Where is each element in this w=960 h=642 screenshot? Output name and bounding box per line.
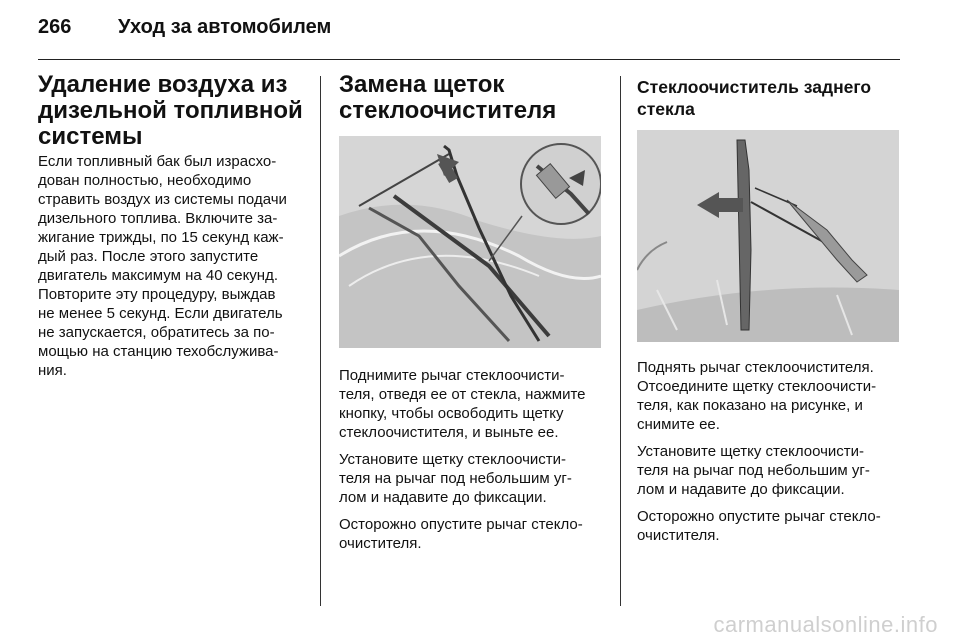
- paragraph-remove-blade: Поднимите рычаг стеклоочисти- теля, отведя ее от стекла, нажмите кнопку, чтобы освободить щетку стеклоочистителя, и выньте ее.: [339, 367, 586, 441]
- page-number: 266: [38, 16, 72, 38]
- column-divider: [320, 76, 321, 606]
- paragraph-detach-rear-blade: Поднять рычаг стеклоочистителя. Отсоедините щетку стеклоочисти- теля, как показано на рисунке, и снимите ее.: [637, 359, 877, 433]
- front-wiper-illustration: [339, 136, 601, 348]
- header-divider: [38, 59, 900, 60]
- page-header: [38, 16, 331, 46]
- paragraph-install-rear-blade: Установите щетку стеклоочисти- теля на рычаг под небольшим уг- лом и надавите до фиксации.: [637, 443, 870, 498]
- paragraph-lower-arm: Осторожно опустите рычаг стекло- очистителя.: [339, 516, 583, 552]
- rear-wiper-drawing: [637, 130, 899, 342]
- section-heading-diesel: Удаление воздуха из дизельной топливной системы: [38, 71, 303, 150]
- paragraph-diesel-bleeding: Если топливный бак был израсхо- дован полностью, необходимо стравить воздух из системы подачи дизельного топлива. Включите за- жигание трижды, по 15 секунд каж- дый раз. После этого запустите двигатель максимум на 40 секунд. Повторите эту процедуру, выждав не менее 5 секунд. Если двигатель не запускается, обратитесь за по- мощью на станцию техобслужива- ния.: [38, 153, 287, 379]
- column-wiper-blade-replacement: [339, 72, 607, 561]
- page-title: Уход за автомобилем: [118, 16, 332, 38]
- front-wiper-drawing: [339, 136, 601, 348]
- section-heading-wiper-replacement: Замена щеток стеклоочистителя: [339, 71, 557, 124]
- paragraph-install-blade: Установите щетку стеклоочисти- теля на рычаг под небольшим уг- лом и надавите до фиксации.: [339, 451, 572, 506]
- column-diesel-bleeding: [38, 72, 308, 388]
- section-heading-rear-wiper: Стеклоочиститель заднего стекла: [637, 77, 872, 119]
- watermark: carmanualsonline.info: [713, 612, 938, 637]
- paragraph-lower-rear-arm: Осторожно опустите рычаг стекло- очистителя.: [637, 508, 881, 544]
- rear-wiper-illustration: [637, 130, 899, 342]
- column-divider: [620, 76, 621, 606]
- column-rear-wiper: [637, 72, 903, 553]
